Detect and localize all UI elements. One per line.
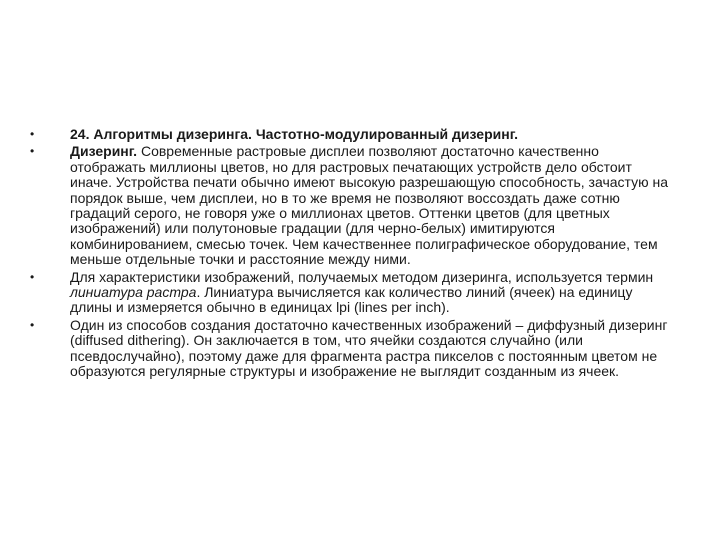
bullet-dot-icon: • bbox=[30, 127, 35, 141]
lineature-term: линиатура растра bbox=[70, 284, 197, 301]
bullet-item-diffused bbox=[30, 318, 670, 380]
bullet-item-title bbox=[30, 127, 670, 142]
bullet-dot-icon: • bbox=[30, 317, 35, 332]
dithering-description: Современные растровые дисплеи позволяют достаточно качественно отображать миллионы цветов, но для растровых печатающих устройств дело обстоит иначе. Устройства печати обычно имеют высокую разрешающую способность, зачастую на порядок выше, чем дисплеи, но в то же время не позволяют воссоздать даже сотню градаций серого, не говоря уже о миллионах цветов. Оттенки цветов (для цветных изображений) или полутоновые градации (для черно-белых) имитируются комбинированием, смесью точек. Чем качественнее полиграфическое оборудование, тем меньше отдельные точки и расстояние между ними. bbox=[70, 143, 669, 268]
bullet-item-lineature bbox=[30, 270, 670, 316]
bullet-dot-icon: • bbox=[30, 269, 35, 284]
bullet-list bbox=[30, 127, 670, 382]
bullet-dot-icon: • bbox=[30, 144, 35, 159]
dithering-term: Дизеринг. bbox=[70, 143, 138, 160]
bullet-item-dithering bbox=[30, 144, 670, 267]
diffused-dithering-text: Один из способов создания достаточно качественных изображений – диффузный дизеринг (diffused dithering). Он заключается в том, что ячейки создаются случайно (или псевдослучайно), поэтому даже для фрагмента растра пикселов с постоянным цветом не образуются регулярные структуры и изображение не выглядит созданным из ячеек. bbox=[70, 316, 668, 380]
lineature-text-before: Для характеристики изображений, получаемых методом дизеринга, используется термин bbox=[70, 268, 654, 285]
slide-heading: 24. Алгоритмы дизеринга. Частотно-модулированный дизеринг. bbox=[70, 126, 519, 142]
lineature-text-after: . Линиатура вычисляется как количество линий (ячеек) на единицу длины и измеряется обычно в единицах lpi (lines per inch). bbox=[70, 284, 633, 316]
